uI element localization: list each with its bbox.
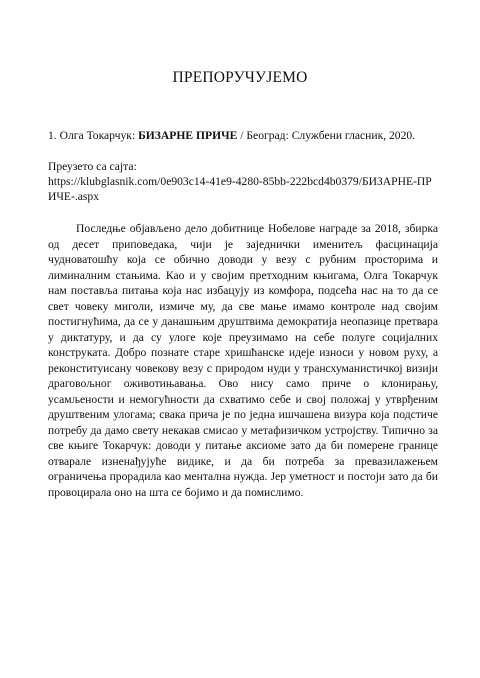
entry-number: 1. (48, 129, 57, 142)
source-label: Преузето са сајта: (48, 160, 137, 173)
entry-author: Олга Токарчук: (59, 129, 136, 142)
book-entry (48, 128, 448, 143)
source-block (48, 159, 448, 204)
page-heading: ПРЕПОРУЧУЈЕМО (172, 69, 308, 86)
entry-publication: / Београд: Службени гласник, 2020. (240, 129, 416, 142)
entry-book-title: БИЗАРНЕ ПРИЧЕ (138, 129, 238, 142)
source-url[interactable]: https://klubglasnik.com/0e903c14-41e9-4280-85bb-222bcd4b0379/БИЗАРНЕ-ПРИЧЕ-.aspx (48, 175, 432, 203)
review-paragraph: Последње објављено дело добитнице Нобелове награде за 2018, збирка од десет приповедака, чији је заједнички именитељ фасцинација чудноватошћу која се обично доводи у везу с рубним просторима и лиминалним стањима. Као и у својим претходним књигама, Олга Токарчук нам поставља питања која нас избацују из комфора, подсећа нас на то да се свет човеку миголи, измиче му, да све мање имамо контроле над својим постигнућима, да се у данашњим друштвима демократија неопазице претвара у диктатуру, и да су улоге које преузимамо на себе полуге социјалних конструката. Добро познате старе хришћанске идеје износи у новом руху, а реконституисану човекову везу с природом нуди у трансхуманистичкој визији драговољног оживотињавања. Ово нису само приче о клонирању, усамљености и немогућности да схватимо себе и свој положај у утврђеним друштвеним улогама; свака прича је по једна ишчашена визура која подстиче потребу да дамо свету некакав смисао у метафизичком устројству. Типично за све књиге Токарчук: доводи у питање аксиоме зато да би померене границе отварале изненађујуће видике, и да би потреба за превазилажењем ограничења прорадила као ментална нужда. Јер уметност и постоји зато да би провоцирала оно на шта се бојимо и да помислимо. (48, 222, 438, 499)
